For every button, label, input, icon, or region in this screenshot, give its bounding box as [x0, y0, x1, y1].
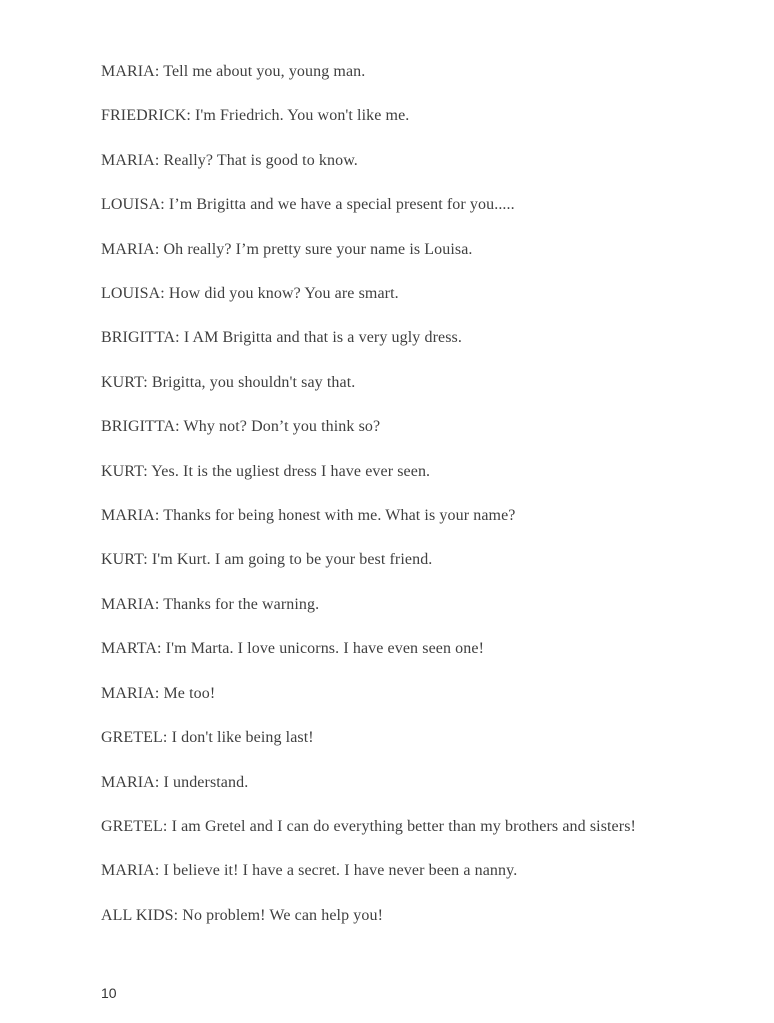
dialogue-line: FRIEDRICK: I'm Friedrich. You won't like me.	[101, 107, 410, 125]
dialogue-line: GRETEL: I don't like being last!	[101, 729, 314, 747]
dialogue-line: BRIGITTA: I AM Brigitta and that is a very ugly dress.	[101, 329, 462, 347]
dialogue-line: MARIA: Thanks for the warning.	[101, 595, 320, 613]
dialogue-line: MARTA: I'm Marta. I love unicorns. I have even seen one!	[101, 640, 485, 658]
dialogue-line: MARIA: Thanks for being honest with me. What is your name?	[101, 507, 516, 525]
dialogue-line: MARIA: I believe it! I have a secret. I have never been a nanny.	[101, 862, 518, 880]
dialogue-line: BRIGITTA: Why not? Don’t you think so?	[101, 418, 381, 436]
page-number: 10	[101, 985, 117, 1001]
dialogue-line: GRETEL: I am Gretel and I can do everything better than my brothers and sisters!	[101, 817, 636, 835]
dialogue-line: MARIA: Really? That is good to know.	[101, 151, 358, 169]
dialogue-line: KURT: I'm Kurt. I am going to be your best friend.	[101, 551, 433, 569]
dialogue-line: LOUISA: How did you know? You are smart.	[101, 285, 399, 303]
dialogue-line: MARIA: Me too!	[101, 684, 216, 702]
dialogue-line: KURT: Brigitta, you shouldn't say that.	[101, 373, 356, 391]
dialogue-line: LOUISA: I’m Brigitta and we have a special present for you.....	[101, 196, 515, 214]
dialogue-block	[101, 50, 734, 938]
dialogue-line: MARIA: Tell me about you, young man.	[101, 63, 366, 80]
dialogue-line: MARIA: Oh really? I’m pretty sure your name is Louisa.	[101, 240, 473, 258]
dialogue-line: KURT: Yes. It is the ugliest dress I have ever seen.	[101, 462, 431, 480]
dialogue-line: MARIA: I understand.	[101, 773, 249, 791]
dialogue-line: ALL KIDS: No problem! We can help you!	[101, 906, 384, 924]
